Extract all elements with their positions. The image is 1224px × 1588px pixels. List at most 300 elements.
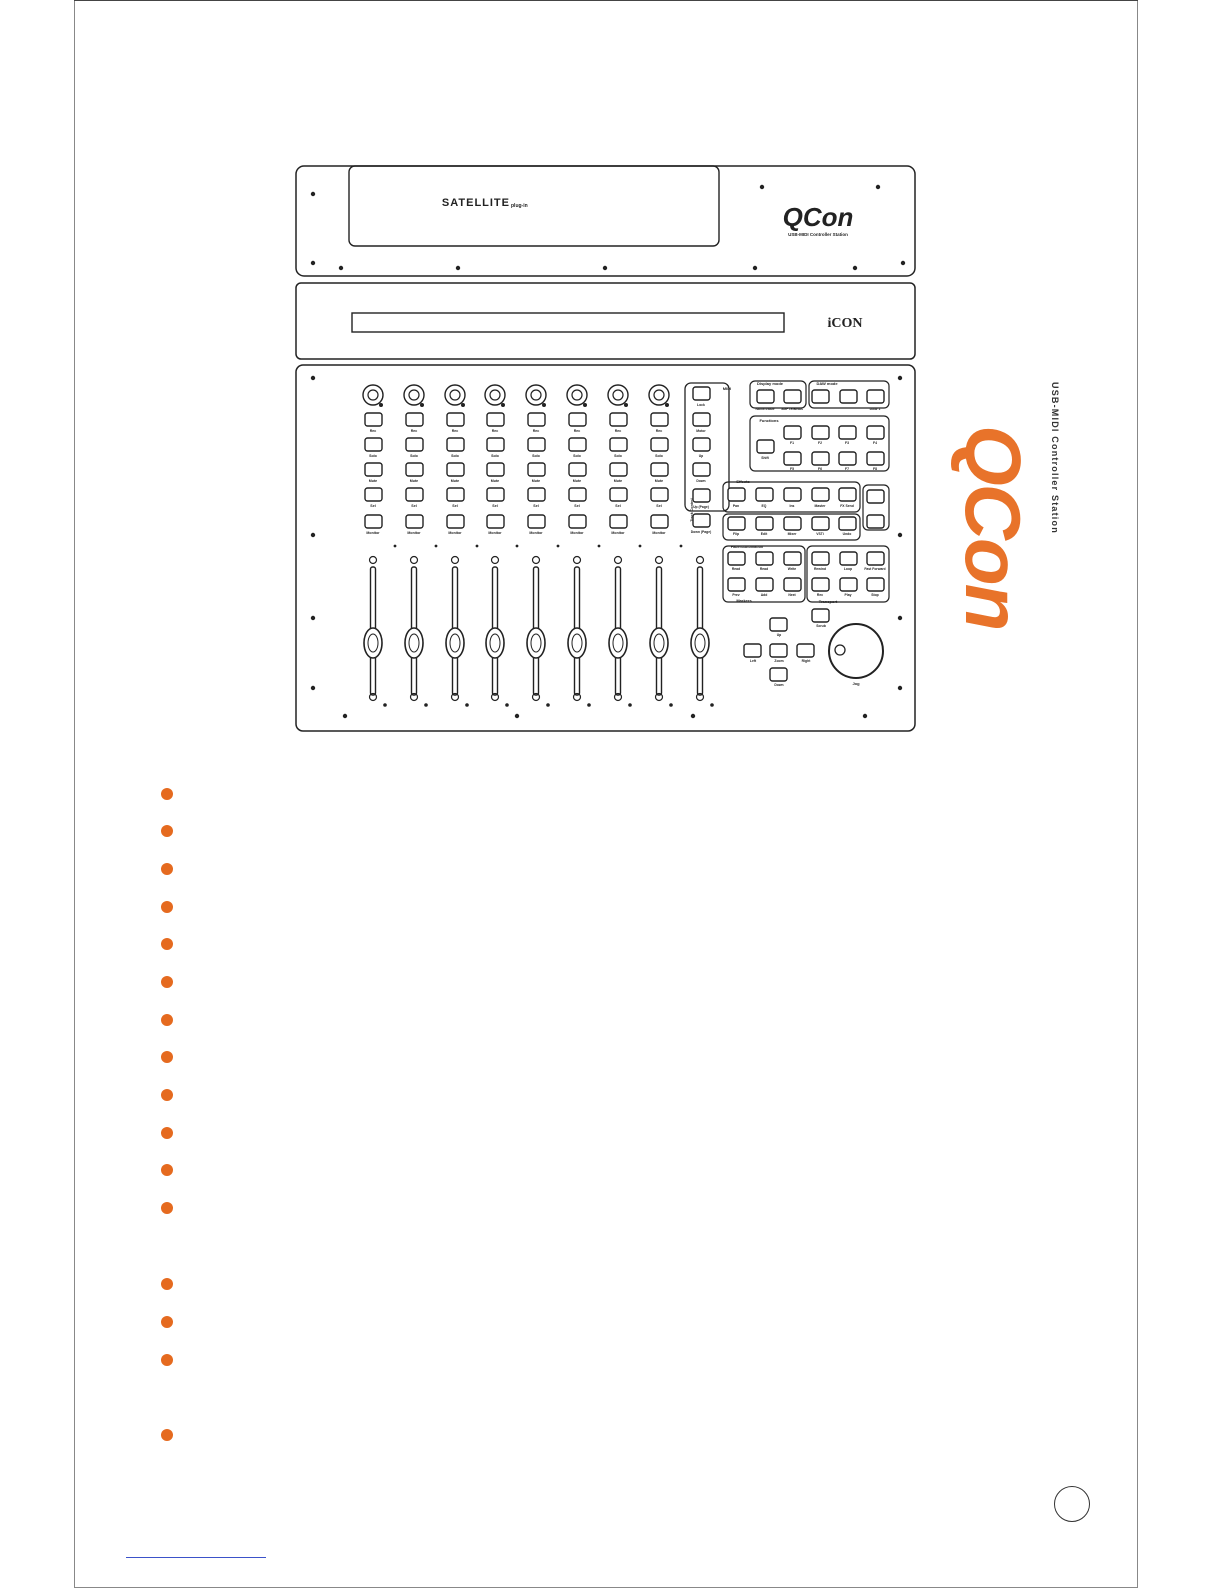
channel-button-label: Rec	[573, 429, 581, 433]
daw-mode-button[interactable]	[867, 390, 884, 403]
channel-button-label: Mute	[409, 479, 419, 483]
scrub-button[interactable]	[812, 609, 829, 622]
encoder-knob[interactable]	[404, 385, 424, 405]
encoder-knob-cap	[368, 390, 378, 400]
jog-wheel[interactable]	[829, 624, 883, 678]
bullet-dot	[161, 825, 173, 837]
bullet-dot	[161, 938, 173, 950]
track-button[interactable]	[693, 463, 710, 476]
encoder-knob-cap	[409, 390, 419, 400]
channel-button-label: Mute	[531, 479, 541, 483]
channel-button-rec[interactable]	[610, 413, 627, 426]
transport-button[interactable]	[840, 578, 857, 591]
channel-button-sel[interactable]	[365, 488, 382, 501]
track-button[interactable]	[693, 514, 710, 527]
channel-button-label: Sel	[656, 504, 662, 508]
channel-button-label: Rec	[451, 429, 459, 433]
function-button-label: F3	[845, 441, 849, 445]
page-up-button[interactable]	[867, 490, 884, 503]
marker-button[interactable]	[728, 578, 745, 591]
channel-button-rec[interactable]	[528, 413, 545, 426]
footer-link[interactable]	[126, 1557, 266, 1558]
screw-dot	[760, 185, 764, 189]
channel-button-label: Rec	[410, 429, 418, 433]
track-button-label: Lock	[697, 403, 705, 407]
marker-button-label: Next	[788, 593, 796, 597]
screw-dot	[311, 376, 315, 380]
function-button[interactable]	[839, 452, 856, 465]
channel-led	[435, 545, 438, 548]
channel-button-monitor[interactable]	[365, 515, 382, 528]
bullet-dot	[161, 1316, 173, 1328]
screw-dot	[898, 616, 902, 620]
channel-button-label: Rec	[369, 429, 377, 433]
edit-button-label: Undo	[842, 532, 852, 536]
channel-button-sel[interactable]	[487, 488, 504, 501]
brand-tagline: USB-MIDI Controller Station	[788, 232, 848, 237]
encoder-led	[379, 403, 383, 407]
channel-button-label: Rec	[614, 429, 622, 433]
channel-button-label: Solo	[655, 454, 663, 458]
controller-illustration	[295, 165, 917, 735]
scrub-label: Scrub	[816, 624, 826, 628]
channel-button-label: Mute	[654, 479, 664, 483]
function-button-label: F4	[873, 441, 877, 445]
fader-cap[interactable]	[446, 628, 464, 658]
edit-button-label: VSTi	[816, 532, 824, 536]
side-brand-logo	[949, 360, 1150, 630]
edit-button[interactable]	[728, 517, 745, 530]
screw-dot	[343, 714, 347, 718]
edit-button-label: Edit	[760, 532, 768, 536]
channel-button-label: Solo	[532, 454, 540, 458]
bullet-dot	[161, 1127, 173, 1139]
channel-button-solo[interactable]	[406, 438, 423, 451]
lcd-strip	[352, 313, 784, 332]
automation-button[interactable]	[728, 552, 745, 565]
screw-dot	[311, 192, 315, 196]
jog-label: Jog	[852, 681, 860, 686]
nav-up-button[interactable]	[770, 618, 787, 631]
channel-button-label: Mute	[368, 479, 378, 483]
fader-cap[interactable]	[364, 628, 382, 658]
edit-button[interactable]	[839, 517, 856, 530]
channel-button-label: Solo	[369, 454, 377, 458]
screw-dot	[898, 376, 902, 380]
screw-dot	[603, 266, 607, 270]
fader-top-marker	[574, 557, 581, 564]
channel-button-sel[interactable]	[651, 488, 668, 501]
page-number	[1054, 1486, 1090, 1522]
channel-button-label: Mute	[450, 479, 460, 483]
lcd-unit-frame	[296, 283, 915, 359]
function-button-label: F1	[790, 441, 794, 445]
channel-button-label: Solo	[573, 454, 581, 458]
function-button[interactable]	[784, 452, 801, 465]
effects-button-label: Ins	[789, 504, 795, 508]
transport-label: Transport	[818, 599, 838, 604]
transport-button-label: Fast Forward	[864, 567, 886, 571]
encoder-knob[interactable]	[608, 385, 628, 405]
edit-button[interactable]	[784, 517, 801, 530]
screw-dot	[691, 714, 695, 718]
bullet-dot	[161, 1089, 173, 1101]
page-down-button[interactable]	[867, 515, 884, 528]
bullet-dot	[161, 1202, 173, 1214]
channel-button-sel[interactable]	[610, 488, 627, 501]
screw-dot	[753, 266, 757, 270]
channel-button-solo[interactable]	[651, 438, 668, 451]
bullet-dot	[161, 1278, 173, 1290]
bullet-dot	[161, 1354, 173, 1366]
fader-top-marker	[452, 557, 459, 564]
screw-dot	[339, 266, 343, 270]
nav-down-button[interactable]	[770, 668, 787, 681]
function-button[interactable]	[784, 426, 801, 439]
nav-up-label: Up	[776, 633, 782, 637]
functions-label: Functions	[759, 418, 779, 423]
function-button[interactable]	[812, 452, 829, 465]
screw-dot	[863, 714, 867, 718]
marker-button-label: Add	[760, 593, 768, 597]
zoom-label: Zoom	[774, 659, 784, 663]
fader-cap[interactable]	[486, 628, 504, 658]
daw-mode-button-label: DAW 1	[869, 407, 881, 411]
display-window	[349, 166, 719, 246]
track-control-label: Track Control	[690, 498, 694, 522]
screw-dot	[456, 266, 460, 270]
fader-led	[383, 703, 387, 707]
fader-top-marker	[697, 557, 704, 564]
marker-button-label: Prev	[732, 593, 740, 597]
effects-button[interactable]	[756, 488, 773, 501]
channel-button-label: Mute	[490, 479, 500, 483]
encoder-knob-cap	[572, 390, 582, 400]
daw-mode-button[interactable]	[840, 390, 857, 403]
encoder-knob-cap	[654, 390, 664, 400]
automation-button-label: Read	[731, 567, 741, 571]
encoder-knob[interactable]	[445, 385, 465, 405]
track-button-label: Motor	[696, 429, 706, 433]
brand-logo: QCon	[782, 202, 854, 232]
channel-button-mute[interactable]	[447, 463, 464, 476]
encoder-led	[583, 403, 587, 407]
automation-label: Fader/Automation	[730, 545, 764, 549]
channel-button-monitor[interactable]	[528, 515, 545, 528]
encoder-led	[624, 403, 628, 407]
encoder-knob-cap	[450, 390, 460, 400]
channel-button-monitor[interactable]	[610, 515, 627, 528]
display-badge-suffix: plug-in	[511, 203, 528, 209]
channel-button-solo[interactable]	[365, 438, 382, 451]
channel-button-label: Rec	[532, 429, 540, 433]
display-mode-button-label: Name/Value	[755, 407, 775, 411]
channel-button-mute[interactable]	[406, 463, 423, 476]
channel-button-label: Sel	[411, 504, 417, 508]
channel-button-label: Monitor	[488, 531, 502, 535]
effects-button[interactable]	[784, 488, 801, 501]
bullet-dot	[161, 1014, 173, 1026]
side-logo-word: QCon	[949, 425, 1037, 630]
transport-button-label: Rec	[816, 593, 824, 597]
screw-dot	[901, 261, 905, 265]
track-button[interactable]	[693, 387, 710, 400]
encoder-knob[interactable]	[526, 385, 546, 405]
function-button-label: F7	[845, 467, 849, 471]
encoder-led	[501, 403, 505, 407]
channel-button-label: Sel	[533, 504, 539, 508]
display-mode-button[interactable]	[757, 390, 774, 403]
shift-button[interactable]	[757, 440, 774, 453]
transport-button[interactable]	[867, 552, 884, 565]
channel-button-mute[interactable]	[528, 463, 545, 476]
effects-button[interactable]	[728, 488, 745, 501]
channel-button-rec[interactable]	[487, 413, 504, 426]
screw-dot	[311, 261, 315, 265]
function-button-label: F2	[818, 441, 822, 445]
channel-button-rec[interactable]	[569, 413, 586, 426]
fader-top-marker	[615, 557, 622, 564]
screw-dot	[515, 714, 519, 718]
channel-button-monitor[interactable]	[406, 515, 423, 528]
transport-button[interactable]	[812, 578, 829, 591]
channel-led	[639, 545, 642, 548]
bullet-dot	[161, 1051, 173, 1063]
screw-dot	[311, 533, 315, 537]
channel-button-rec[interactable]	[447, 413, 464, 426]
bullet-dot	[161, 788, 173, 800]
effects-button-label: EQ	[761, 504, 767, 508]
channel-button-label: Mute	[572, 479, 582, 483]
channel-button-mute[interactable]	[610, 463, 627, 476]
fader-led	[424, 703, 428, 707]
channel-button-label: Sel	[574, 504, 580, 508]
function-button-label: F5	[790, 467, 794, 471]
automation-button-label: Write	[787, 567, 797, 571]
channel-button-rec[interactable]	[365, 413, 382, 426]
channel-button-label: Solo	[491, 454, 499, 458]
encoder-led	[461, 403, 465, 407]
channel-button-rec[interactable]	[406, 413, 423, 426]
screw-dot	[876, 185, 880, 189]
screw-dot	[898, 533, 902, 537]
channel-button-label: Monitor	[611, 531, 625, 535]
channel-button-mute[interactable]	[569, 463, 586, 476]
function-button-label: F8	[873, 467, 877, 471]
encoder-knob-cap	[613, 390, 623, 400]
fader-cap[interactable]	[568, 628, 586, 658]
channel-led	[598, 545, 601, 548]
function-button[interactable]	[867, 452, 884, 465]
channel-button-label: Monitor	[407, 531, 421, 535]
channel-button-label: Monitor	[448, 531, 462, 535]
channel-led	[557, 545, 560, 548]
channel-button-label: Monitor	[366, 531, 380, 535]
channel-button-label: Monitor	[652, 531, 666, 535]
fader-led	[587, 703, 591, 707]
encoder-knob-cap	[531, 390, 541, 400]
encoder-led	[542, 403, 546, 407]
daw-mode-label: DAW mode	[816, 381, 838, 386]
display-mode-button-label: SMPTE/Beats	[781, 407, 803, 411]
channel-button-monitor[interactable]	[447, 515, 464, 528]
channel-button-label: Sel	[452, 504, 458, 508]
automation-button[interactable]	[784, 552, 801, 565]
bullet-dot	[161, 976, 173, 988]
fader-cap[interactable]	[609, 628, 627, 658]
fader-led	[505, 703, 509, 707]
channel-button-solo[interactable]	[528, 438, 545, 451]
fader-top-marker	[411, 557, 418, 564]
encoder-knob[interactable]	[485, 385, 505, 405]
effects-button-label: Pan	[732, 504, 740, 508]
fader-top-marker	[656, 557, 663, 564]
fader-led	[546, 703, 550, 707]
fader-led	[465, 703, 469, 707]
channel-button-monitor[interactable]	[569, 515, 586, 528]
transport-button-label: Stop	[871, 593, 879, 597]
channel-button-label: Rec	[491, 429, 499, 433]
zoom-button[interactable]	[770, 644, 787, 657]
channel-button-monitor[interactable]	[651, 515, 668, 528]
transport-button-label: Rewind	[813, 567, 827, 571]
nav-right-label: Right	[801, 659, 811, 663]
track-button-label: Up (Page)	[693, 505, 709, 509]
screw-dot	[311, 616, 315, 620]
marker-button[interactable]	[756, 578, 773, 591]
track-button[interactable]	[693, 413, 710, 426]
edit-button[interactable]	[756, 517, 773, 530]
encoder-led	[420, 403, 424, 407]
transport-button[interactable]	[812, 552, 829, 565]
channel-led	[394, 545, 397, 548]
encoder-knob-cap	[490, 390, 500, 400]
encoder-knob[interactable]	[363, 385, 383, 405]
side-logo-tagline: USB-MIDI Controller Station	[1050, 382, 1060, 534]
transport-button[interactable]	[867, 578, 884, 591]
channel-button-solo[interactable]	[610, 438, 627, 451]
fader-top-marker	[370, 557, 377, 564]
channel-button-sel[interactable]	[528, 488, 545, 501]
markers-label: Markers	[736, 598, 752, 603]
fader-top-marker	[492, 557, 499, 564]
function-button[interactable]	[812, 426, 829, 439]
page-top-rule	[74, 0, 1138, 1]
transport-button-label: Loop	[843, 567, 853, 571]
track-button-label: Down	[696, 479, 706, 483]
track-button[interactable]	[693, 438, 710, 451]
nav-down-label: Down	[774, 683, 784, 687]
effects-button[interactable]	[839, 488, 856, 501]
fader-top-marker	[533, 557, 540, 564]
channel-button-solo[interactable]	[447, 438, 464, 451]
channel-button-label: Sel	[615, 504, 621, 508]
function-button[interactable]	[839, 426, 856, 439]
edit-button[interactable]	[812, 517, 829, 530]
channel-button-monitor[interactable]	[487, 515, 504, 528]
channel-button-sel[interactable]	[406, 488, 423, 501]
transport-button-label: Play	[844, 593, 852, 597]
fader-cap[interactable]	[650, 628, 668, 658]
display-badge: SATELLITE	[441, 197, 510, 209]
channel-button-solo[interactable]	[487, 438, 504, 451]
bullet-dot	[161, 863, 173, 875]
display-mode-label: Display mode	[756, 381, 784, 386]
channel-button-sel[interactable]	[569, 488, 586, 501]
maker-logo: iCON	[827, 316, 863, 331]
encoder-led	[665, 403, 669, 407]
track-button[interactable]	[693, 489, 710, 502]
effects-button-label: FX Send	[840, 504, 854, 508]
channel-button-rec[interactable]	[651, 413, 668, 426]
transport-button[interactable]	[840, 552, 857, 565]
channel-led	[680, 545, 683, 548]
channel-button-label: Sel	[492, 504, 498, 508]
function-button-label: F6	[818, 467, 822, 471]
nav-right-button[interactable]	[797, 644, 814, 657]
channel-button-label: Solo	[451, 454, 459, 458]
display-mode-button[interactable]	[784, 390, 801, 403]
automation-button[interactable]	[756, 552, 773, 565]
daw-mode-button[interactable]	[812, 390, 829, 403]
track-button-label: Down (Page)	[690, 530, 712, 534]
track-button-label: Up	[698, 454, 704, 458]
channel-button-label: Monitor	[570, 531, 584, 535]
screw-dot	[853, 266, 857, 270]
channel-button-label: Sel	[370, 504, 376, 508]
effects-button[interactable]	[812, 488, 829, 501]
channel-button-mute[interactable]	[365, 463, 382, 476]
channel-button-label: Solo	[614, 454, 622, 458]
nav-left-label: Left	[749, 659, 757, 663]
bullet-dot	[161, 901, 173, 913]
fader-led	[628, 703, 632, 707]
shift-button-label: Shift	[761, 456, 769, 460]
channel-led	[516, 545, 519, 548]
channel-button-mute[interactable]	[487, 463, 504, 476]
fader-cap[interactable]	[405, 628, 423, 658]
encoder-knob[interactable]	[567, 385, 587, 405]
edit-button-label: Mixer	[787, 532, 797, 536]
fader-cap[interactable]	[691, 628, 709, 658]
control-surface-frame	[296, 365, 915, 731]
channel-button-mute[interactable]	[651, 463, 668, 476]
midi-label: MIDI	[722, 386, 732, 391]
fader-cap[interactable]	[527, 628, 545, 658]
channel-button-sel[interactable]	[447, 488, 464, 501]
fader-led	[669, 703, 673, 707]
effects-label: Effects	[736, 479, 750, 484]
bullet-dot	[161, 1429, 173, 1441]
channel-button-label: Mute	[613, 479, 623, 483]
channel-button-label: Rec	[655, 429, 663, 433]
bullet-dot	[161, 1164, 173, 1176]
edit-button-label: Flip	[732, 532, 740, 536]
channel-led	[476, 545, 479, 548]
fader-led	[710, 703, 714, 707]
channel-button-label: Solo	[410, 454, 418, 458]
screw-dot	[898, 686, 902, 690]
screw-dot	[311, 686, 315, 690]
function-button[interactable]	[867, 426, 884, 439]
effects-button-label: Master	[814, 504, 826, 508]
encoder-knob[interactable]	[649, 385, 669, 405]
automation-button-label: Read	[759, 567, 769, 571]
nav-left-button[interactable]	[744, 644, 761, 657]
channel-button-solo[interactable]	[569, 438, 586, 451]
channel-button-label: Monitor	[529, 531, 543, 535]
marker-button[interactable]	[784, 578, 801, 591]
